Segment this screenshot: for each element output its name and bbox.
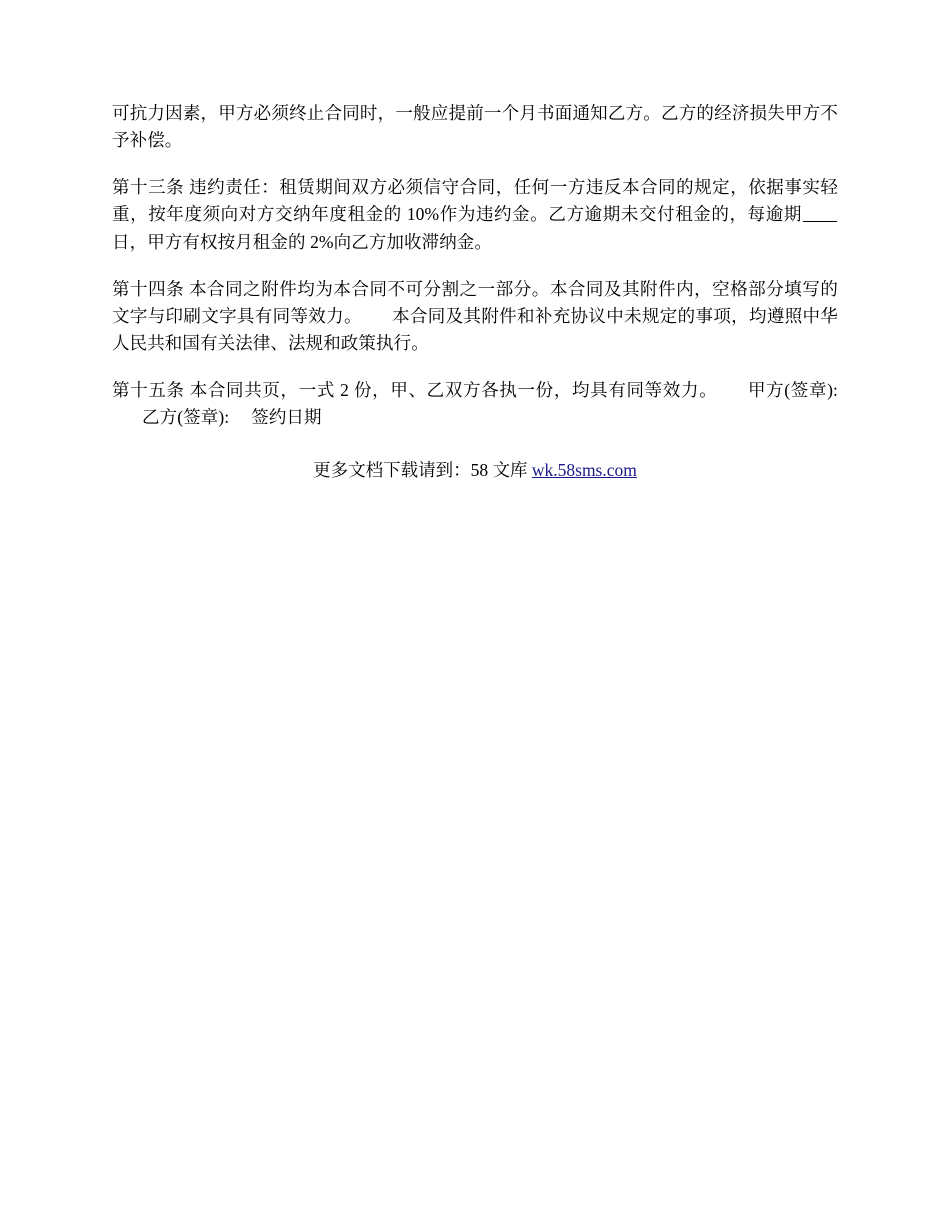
paragraph-text: 第十三条 违约责任：租赁期间双方必须信守合同，任何一方违反本合同的规定，依据事实轻重，按年度须向对方交纳年度租金的 10%作为违约金。乙方逾期未交付租金的，每逾期 bbox=[112, 177, 838, 225]
paragraph-text: 本合同及其附件和补充协议中未规定的事项，均遵照中华人民共和国有关法律、法规和政策执行。 bbox=[112, 305, 838, 353]
paragraph-article-14 bbox=[112, 276, 838, 357]
paragraph-article-15 bbox=[112, 377, 838, 431]
paragraph-text: 可抗力因素，甲方必须终止合同时，一般应提前一个月书面通知乙方。乙方的经济损失甲方不予补偿。 bbox=[112, 103, 838, 151]
paragraph-article-13 bbox=[112, 174, 838, 255]
signature-label-party-b: 乙方(签章): bbox=[142, 407, 230, 428]
paragraph-text: 第十五条 本合同共页，一式 2 份，甲、乙双方各执一份，均具有同等效力。 bbox=[112, 380, 718, 400]
footer-prefix-text: 更多文档下载请到：58 文库 bbox=[313, 460, 532, 481]
document-body bbox=[112, 100, 838, 484]
footer-site-link[interactable]: wk.58sms.com bbox=[531, 460, 637, 481]
paragraph-force-majeure bbox=[112, 100, 838, 154]
footer-note bbox=[112, 457, 838, 483]
paragraph-text: 日，甲方有权按月租金的 2%向乙方加收滞纳金。 bbox=[112, 231, 493, 252]
fill-in-blank[interactable] bbox=[803, 221, 837, 222]
signature-label-party-a: 甲方(签章): bbox=[747, 380, 839, 400]
paragraph-text: 第十四条 本合同之附件均为本合同不可分割之一部分。本合同及其附件内，空格部分填写的文字与印刷文字具有同等效力。 bbox=[112, 278, 838, 326]
signature-label-date: 签约日期 bbox=[251, 407, 322, 428]
